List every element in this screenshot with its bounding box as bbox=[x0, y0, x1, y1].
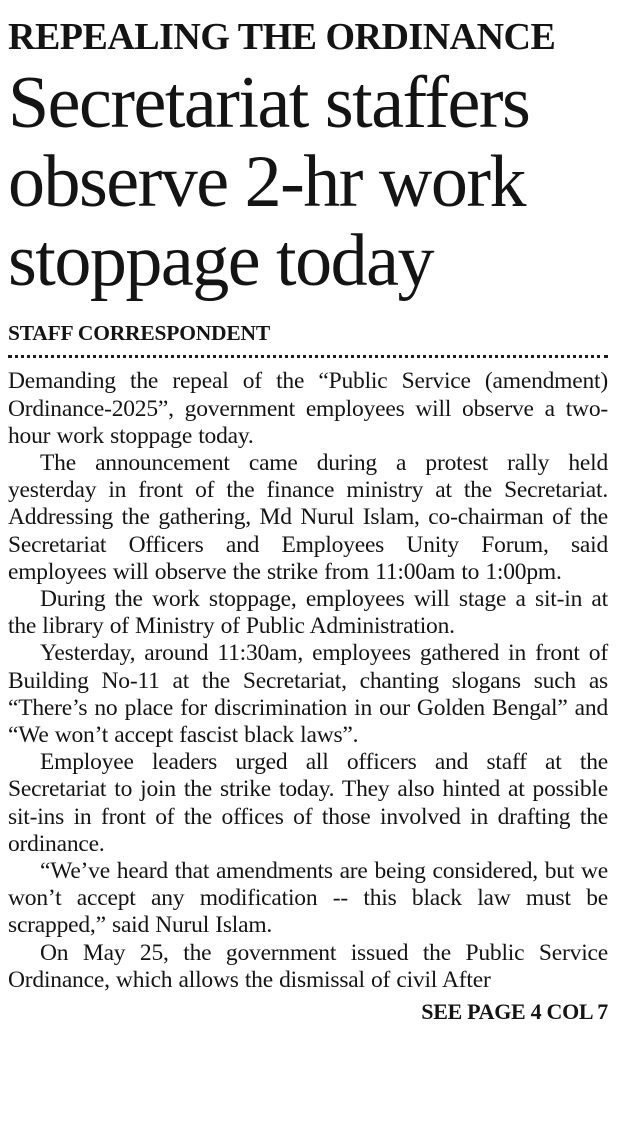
kicker-headline: REPEALING THE ORDINANCE bbox=[8, 16, 556, 58]
article-body bbox=[8, 368, 608, 994]
news-article bbox=[0, 17, 617, 1025]
dotted-separator bbox=[8, 355, 608, 358]
main-headline: Secretariat staffers observe 2-hr work stoppage today bbox=[8, 61, 530, 303]
byline: STAFF CORRESPONDENT bbox=[8, 321, 270, 346]
paragraph-6: “We’ve heard that amendments are being considered, but we won’t accept any modification -- this black law must be scrapped,” said Nurul Islam. bbox=[8, 857, 608, 939]
continuation-note: SEE PAGE 4 COL 7 bbox=[421, 998, 608, 1024]
paragraph-3: During the work stoppage, employees will stage a sit-in at the library of Ministry of Public Administration. bbox=[8, 585, 608, 640]
paragraph-7: On May 25, the government issued the Public Service Ordinance, which allows the dismissal of civil After bbox=[8, 939, 608, 993]
paragraph-1: Demanding the repeal of the “Public Service (amendment) Ordinance-2025”, government employees will observe a two-hour work stoppage today. bbox=[8, 368, 608, 449]
paragraph-4: Yesterday, around 11:30am, employees gathered in front of Building No-11 at the Secretariat, chanting slogans such as “There’s no place for discrimination in our Golden Bengal” and “We won’t accept fascist black laws”. bbox=[8, 640, 608, 748]
paragraph-5: Employee leaders urged all officers and staff at the Secretariat to join the strike today. They also hinted at possible sit-ins in front of the offices of those involved in drafting the ordinance. bbox=[8, 749, 608, 857]
paragraph-2: The announcement came during a protest rally held yesterday in front of the finance ministry at the Secretariat. Addressing the gathering, Md Nurul Islam, co-chairman of the Secretariat Officers and Employees Unity Forum, said employees will observe the strike from 11:00am to 1:00pm. bbox=[8, 449, 608, 585]
